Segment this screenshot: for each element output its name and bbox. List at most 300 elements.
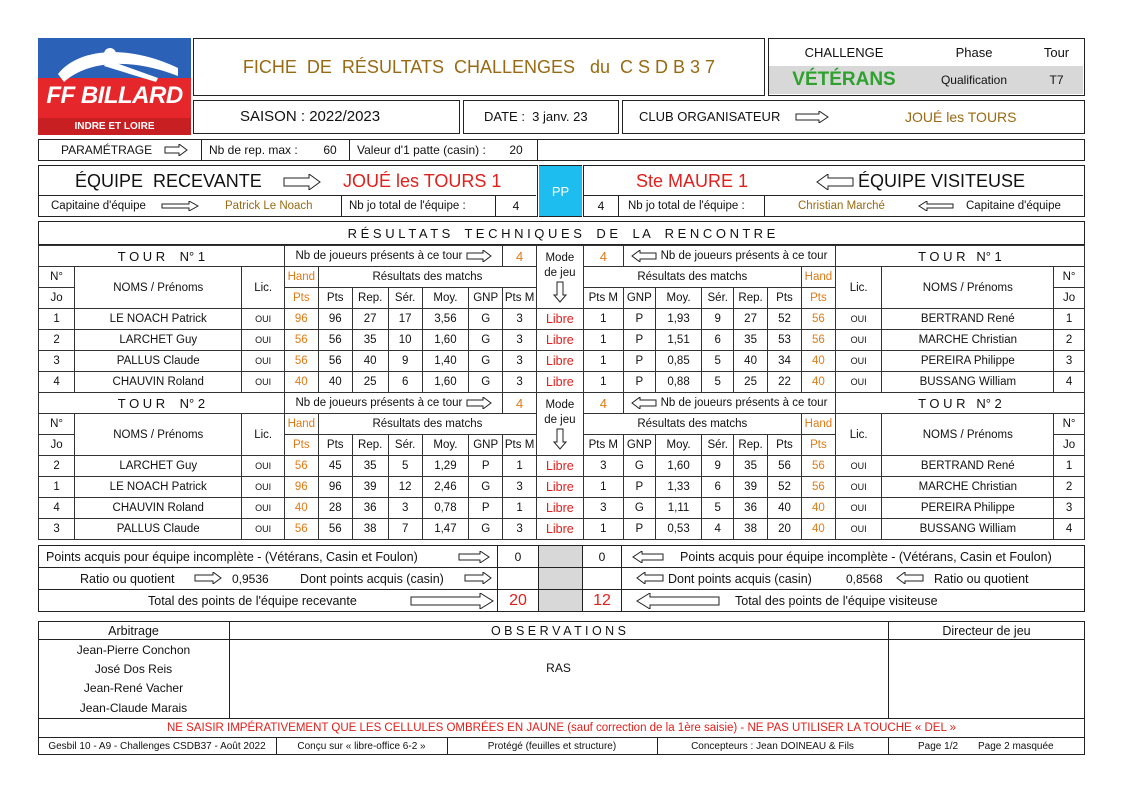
home-player-rep: 35 — [352, 456, 388, 477]
home-present-value: 4 — [503, 246, 537, 267]
away-player-name: BERTRAND René — [882, 456, 1054, 477]
arrow-left-icon — [631, 250, 657, 262]
table-row — [39, 351, 1085, 372]
away-present-value: 4 — [583, 393, 623, 414]
arrow-left-icon — [918, 201, 954, 211]
mode-label: Mode — [545, 399, 575, 411]
home-player-name: LE NOACH Patrick — [75, 477, 242, 498]
home-player-lic: OUI — [242, 498, 284, 519]
arrow-right-icon — [458, 551, 490, 563]
away-player-name: BERTRAND René — [882, 309, 1054, 330]
away-nbjo-value: 4 — [597, 199, 605, 213]
away-team-name: Ste MAURE 1 — [636, 170, 749, 191]
away-player-gnp: G — [623, 498, 655, 519]
results-title: R É S U L T A T S T E C H N I Q U E S D E L A R E N C O N T R E — [38, 221, 1085, 245]
home-casin-label: Dont points acquis (casin) — [300, 571, 444, 586]
col-ser: Sér. — [702, 288, 734, 309]
col-no: N° — [1054, 414, 1085, 435]
home-player-rep: 38 — [352, 519, 388, 540]
season-label: SAISON : — [240, 108, 306, 125]
away-player-rep: 35 — [734, 330, 768, 351]
away-player-hand: 56 — [801, 477, 835, 498]
away-player-pts: 52 — [768, 477, 802, 498]
away-present-label — [623, 246, 835, 267]
away-player-rep: 36 — [734, 498, 768, 519]
home-player-name: LARCHET Guy — [75, 330, 242, 351]
arrow-right-icon — [194, 572, 222, 584]
arbitre-name: José Dos Reis — [94, 661, 173, 676]
home-player-hand: 56 — [284, 519, 318, 540]
away-player-name: BUSSANG William — [882, 519, 1054, 540]
col-no: N° — [39, 414, 75, 435]
date-value: 3 janv. 23 — [532, 109, 588, 124]
away-player-pts: 56 — [768, 456, 802, 477]
game-mode: Libre — [537, 498, 584, 519]
home-player-no: 4 — [39, 498, 75, 519]
away-incomplete-value: 0 — [598, 549, 606, 564]
col-hand: Hand — [801, 414, 835, 435]
home-present-value: 4 — [503, 393, 537, 414]
tour-header-row — [39, 393, 1085, 414]
game-mode: Libre — [537, 477, 584, 498]
home-player-no: 1 — [39, 477, 75, 498]
home-player-ser: 10 — [388, 330, 422, 351]
table-row — [39, 309, 1085, 330]
home-present-label-text: Nb de joueurs présents à ce tour — [295, 250, 463, 263]
tour-title: T O U R N° 1 — [39, 246, 285, 267]
away-player-lic: OUI — [835, 477, 882, 498]
home-nbjo-value: 4 — [512, 199, 520, 213]
home-player-gnp: G — [469, 351, 503, 372]
col-hand-pts: Pts — [801, 288, 835, 309]
col-pts: Pts — [318, 435, 352, 456]
table-row — [39, 372, 1085, 393]
home-player-ptsm: 3 — [503, 519, 537, 540]
home-player-ptsm: 3 — [503, 351, 537, 372]
club-label: CLUB ORGANISATEUR — [639, 109, 781, 124]
home-player-moy: 1,47 — [422, 519, 469, 540]
away-player-ser: 5 — [702, 498, 734, 519]
arrow-right-icon — [161, 201, 199, 211]
directeur-label: Directeur de jeu — [942, 623, 1031, 638]
away-player-hand: 56 — [801, 456, 835, 477]
params-box — [38, 139, 1085, 161]
home-player-ptsm: 3 — [503, 330, 537, 351]
arbitre-name: Jean-René Vacher — [83, 680, 184, 695]
home-player-name: LE NOACH Patrick — [75, 309, 242, 330]
home-captain-label: Capitaine d'équipe — [51, 200, 146, 212]
home-player-moy: 1,29 — [422, 456, 469, 477]
col-ser: Sér. — [388, 288, 422, 309]
home-player-ser: 7 — [388, 519, 422, 540]
away-player-lic: OUI — [835, 372, 882, 393]
away-player-lic: OUI — [835, 498, 882, 519]
col-moy: Moy. — [655, 435, 702, 456]
col-noms: NOMS / Prénoms — [75, 267, 242, 309]
observations-text: RAS — [546, 661, 571, 675]
club-value: JOUÉ les TOURS — [905, 108, 1017, 125]
arrow-left-icon — [896, 572, 924, 584]
game-mode: Libre — [537, 351, 584, 372]
table-row — [39, 519, 1085, 540]
home-player-ptsm: 1 — [503, 456, 537, 477]
col-no: N° — [1054, 267, 1085, 288]
away-player-rep: 40 — [734, 351, 768, 372]
away-captain-value: Christian Marché — [798, 200, 885, 212]
home-team-name: JOUÉ les TOURS 1 — [343, 170, 502, 191]
away-player-rep: 38 — [734, 519, 768, 540]
tour-title-right: T O U R N° 2 — [835, 393, 1084, 414]
away-player-moy: 0,85 — [655, 351, 702, 372]
home-player-gnp: G — [469, 309, 503, 330]
footer-protection: Protégé (feuilles et structure) — [487, 741, 617, 752]
home-player-ser: 6 — [388, 372, 422, 393]
away-player-rep: 25 — [734, 372, 768, 393]
away-player-ser: 5 — [702, 372, 734, 393]
home-player-ser: 3 — [388, 498, 422, 519]
game-mode: Libre — [537, 519, 584, 540]
away-player-ser: 9 — [702, 456, 734, 477]
club-box — [622, 100, 1085, 134]
home-player-hand: 96 — [284, 477, 318, 498]
col-hand: Hand — [801, 267, 835, 288]
away-player-name: MARCHE Christian — [882, 330, 1054, 351]
home-player-gnp: P — [469, 498, 503, 519]
home-present-label — [284, 246, 502, 267]
home-team-box — [38, 165, 538, 217]
away-total-label: Total des points de l'équipe visiteuse — [735, 593, 938, 608]
home-player-hand: 96 — [284, 309, 318, 330]
home-player-pts: 56 — [318, 351, 352, 372]
away-player-pts: 52 — [768, 309, 802, 330]
away-player-no: 3 — [1054, 351, 1085, 372]
home-player-gnp: G — [469, 372, 503, 393]
col-resultats: Résultats des matchs — [583, 267, 801, 288]
col-ptsm: Pts M — [583, 435, 623, 456]
away-present-label-text: Nb de joueurs présents à ce tour — [660, 250, 828, 263]
home-ratio-value: 0,9536 — [232, 571, 269, 586]
col-noms: NOMS / Prénoms — [882, 267, 1054, 309]
home-player-hand: 56 — [284, 330, 318, 351]
arrow-right-icon — [466, 397, 492, 409]
away-player-ptsm: 1 — [583, 372, 623, 393]
away-player-no: 2 — [1054, 477, 1085, 498]
col-no: N° — [39, 267, 75, 288]
home-player-no: 2 — [39, 456, 75, 477]
away-player-gnp: P — [623, 309, 655, 330]
col-resultats: Résultats des matchs — [583, 414, 801, 435]
arrow-left-icon — [636, 572, 664, 584]
away-player-name: MARCHE Christian — [882, 477, 1054, 498]
away-player-gnp: P — [623, 477, 655, 498]
footer-authors: Concepteurs : Jean DOINEAU & Fils — [691, 741, 854, 752]
logo-sub-text: INDRE ET LOIRE — [74, 121, 155, 132]
col-resultats: Résultats des matchs — [318, 414, 536, 435]
home-player-no: 1 — [39, 309, 75, 330]
arrow-right-icon — [410, 593, 494, 609]
home-player-ser: 12 — [388, 477, 422, 498]
home-player-gnp: P — [469, 456, 503, 477]
game-mode: Libre — [537, 456, 584, 477]
home-player-gnp: G — [469, 330, 503, 351]
arbitre-name: Jean-Claude Marais — [79, 700, 188, 715]
home-player-ptsm: 3 — [503, 309, 537, 330]
away-total-value: 12 — [593, 591, 611, 609]
away-present-label-text: Nb de joueurs présents à ce tour — [660, 397, 828, 410]
table-row — [39, 456, 1085, 477]
home-player-rep: 36 — [352, 498, 388, 519]
patte-value: 20 — [509, 142, 523, 157]
away-incomplete-label: Points acquis pour équipe incomplète - (Vétérans, Casin et Foulon) — [680, 549, 1052, 564]
away-player-pts: 22 — [768, 372, 802, 393]
away-player-ptsm: 1 — [583, 351, 623, 372]
home-player-lic: OUI — [242, 351, 284, 372]
home-team-label: ÉQUIPE RECEVANTE — [75, 170, 262, 191]
warning-text: NE SAISIR IMPÉRATIVEMENT QUE LES CELLULES OMBRÉES EN JAUNE (sauf correction de la 1ère saisie) - NE PAS UTILISER LA TOUCHE « DEL » — [166, 722, 957, 734]
away-player-name: BUSSANG William — [882, 372, 1054, 393]
footer-page: Page 1/2 — [918, 741, 959, 752]
home-player-lic: OUI — [242, 519, 284, 540]
col-moy: Moy. — [422, 288, 469, 309]
away-player-lic: OUI — [835, 351, 882, 372]
away-player-pts: 40 — [768, 498, 802, 519]
col-lic: Lic. — [835, 414, 882, 456]
col-jo: Jo — [39, 288, 75, 309]
away-player-ser: 4 — [702, 519, 734, 540]
away-player-no: 2 — [1054, 330, 1085, 351]
away-player-moy: 1,93 — [655, 309, 702, 330]
away-player-no: 1 — [1054, 309, 1085, 330]
home-player-pts: 45 — [318, 456, 352, 477]
mode-label: Mode — [545, 252, 575, 264]
arbitre-name: Jean-Pierre Conchon — [76, 642, 191, 657]
col-pts: Pts — [768, 288, 802, 309]
game-mode: Libre — [537, 372, 584, 393]
away-player-pts: 20 — [768, 519, 802, 540]
home-player-gnp: G — [469, 477, 503, 498]
footer-conception: Conçu sur « libre-office 6-2 » — [297, 741, 426, 752]
table-row — [39, 477, 1085, 498]
home-player-rep: 25 — [352, 372, 388, 393]
season-value: 2022/2023 — [309, 108, 381, 125]
home-incomplete-value: 0 — [514, 549, 522, 564]
col-gnp: GNP — [623, 435, 655, 456]
home-player-lic: OUI — [242, 330, 284, 351]
away-team-box — [583, 165, 1085, 217]
tour-title-right: T O U R N° 1 — [835, 246, 1084, 267]
away-player-ptsm: 3 — [583, 456, 623, 477]
home-player-moy: 3,56 — [422, 309, 469, 330]
arrow-left-icon — [636, 593, 720, 609]
col-jo: Jo — [1054, 288, 1085, 309]
table-row — [39, 498, 1085, 519]
home-total-label: Total des points de l'équipe recevante — [148, 593, 357, 608]
away-player-gnp: P — [623, 330, 655, 351]
col-hand-pts: Pts — [284, 288, 318, 309]
away-player-ser: 5 — [702, 351, 734, 372]
away-player-lic: OUI — [835, 330, 882, 351]
away-casin-label: Dont points acquis (casin) — [668, 571, 812, 586]
home-player-ser: 5 — [388, 456, 422, 477]
col-gnp: GNP — [623, 288, 655, 309]
away-player-hand: 56 — [801, 330, 835, 351]
home-player-gnp: G — [469, 519, 503, 540]
away-present-value: 4 — [583, 246, 623, 267]
col-jo: Jo — [1054, 435, 1085, 456]
rep-max-value: 60 — [323, 142, 337, 157]
home-player-ser: 17 — [388, 309, 422, 330]
params-label: PARAMÉTRAGE — [61, 142, 153, 157]
arrow-left-icon — [631, 397, 657, 409]
col-pts: Pts — [768, 435, 802, 456]
col-noms: NOMS / Prénoms — [75, 414, 242, 456]
home-player-ptsm: 3 — [503, 372, 537, 393]
arbitrage-label: Arbitrage — [108, 623, 159, 638]
home-total-value: 20 — [509, 591, 527, 609]
arrow-down-icon — [553, 281, 567, 303]
col-jo: Jo — [39, 435, 75, 456]
col-hand: Hand — [284, 414, 318, 435]
home-incomplete-label: Points acquis pour équipe incomplète - (Vétérans, Casin et Foulon) — [46, 549, 418, 564]
away-team-label: ÉQUIPE VISITEUSE — [858, 170, 1026, 191]
away-player-ptsm: 3 — [583, 498, 623, 519]
away-player-name: PEREIRA Philippe — [882, 498, 1054, 519]
mode-header — [537, 246, 584, 309]
logo-main-text: FF BILLARD — [46, 82, 183, 109]
game-mode: Libre — [537, 330, 584, 351]
home-player-pts: 28 — [318, 498, 352, 519]
away-player-gnp: P — [623, 351, 655, 372]
away-player-rep: 27 — [734, 309, 768, 330]
away-ratio-value: 0,8568 — [846, 571, 883, 586]
col-lic: Lic. — [242, 414, 284, 456]
tour-title: T O U R N° 2 — [39, 393, 285, 414]
challenge-box — [768, 38, 1085, 96]
col-ser: Sér. — [702, 435, 734, 456]
home-player-hand: 40 — [284, 498, 318, 519]
col-lic: Lic. — [242, 267, 284, 309]
col-ptsm: Pts M — [503, 288, 537, 309]
page-title: FICHE DE RÉSULTATS CHALLENGES du C S D B 3 7 — [193, 38, 765, 96]
home-player-rep: 39 — [352, 477, 388, 498]
col-lic: Lic. — [835, 267, 882, 309]
phase-label: Phase — [955, 44, 993, 60]
col-ptsm: Pts M — [583, 288, 623, 309]
away-player-gnp: G — [623, 456, 655, 477]
away-captain-label: Capitaine d'équipe — [966, 200, 1061, 212]
col-moy: Moy. — [655, 288, 702, 309]
home-player-pts: 56 — [318, 330, 352, 351]
arrow-down-icon — [553, 428, 567, 450]
arrow-right-icon — [164, 144, 188, 156]
tour-header-row — [39, 246, 1085, 267]
away-player-ptsm: 1 — [583, 519, 623, 540]
away-player-rep: 39 — [734, 477, 768, 498]
home-player-no: 2 — [39, 330, 75, 351]
away-player-gnp: P — [623, 372, 655, 393]
date-box — [463, 100, 619, 134]
home-ratio-label: Ratio ou quotient — [80, 571, 175, 586]
home-player-name: PALLUS Claude — [75, 351, 242, 372]
rep-max-label: Nb de rep. max : — [209, 142, 298, 157]
pp-badge: PP — [539, 165, 582, 217]
tour-label: Tour — [1043, 44, 1070, 60]
col-noms: NOMS / Prénoms — [882, 414, 1054, 456]
away-player-ser: 6 — [702, 330, 734, 351]
date-label: DATE : — [484, 109, 525, 124]
home-player-pts: 96 — [318, 477, 352, 498]
away-player-no: 3 — [1054, 498, 1085, 519]
col-rep: Rep. — [352, 288, 388, 309]
arrow-right-icon — [283, 174, 321, 190]
arrow-left-icon — [816, 174, 854, 190]
away-player-lic: OUI — [835, 456, 882, 477]
home-player-name: CHAUVIN Roland — [75, 498, 242, 519]
away-player-no: 4 — [1054, 372, 1085, 393]
away-nbjo-label: Nb jo total de l'équipe : — [628, 200, 745, 212]
home-player-lic: OUI — [242, 309, 284, 330]
away-player-ptsm: 1 — [583, 330, 623, 351]
col-rep: Rep. — [352, 435, 388, 456]
home-player-lic: OUI — [242, 372, 284, 393]
arrow-left-icon — [632, 551, 664, 563]
col-hand-pts: Pts — [284, 435, 318, 456]
home-player-name: CHAUVIN Roland — [75, 372, 242, 393]
home-player-name: LARCHET Guy — [75, 456, 242, 477]
col-ser: Sér. — [388, 435, 422, 456]
away-player-moy: 1,33 — [655, 477, 702, 498]
away-player-moy: 1,51 — [655, 330, 702, 351]
away-player-rep: 35 — [734, 456, 768, 477]
arrow-right-icon — [466, 250, 492, 262]
col-hand-pts: Pts — [801, 435, 835, 456]
col-hand: Hand — [284, 267, 318, 288]
home-player-moy: 1,60 — [422, 372, 469, 393]
home-player-no: 3 — [39, 519, 75, 540]
away-player-moy: 1,11 — [655, 498, 702, 519]
away-player-hand: 40 — [801, 498, 835, 519]
footer-hidden-page: Page 2 masquée — [978, 741, 1054, 752]
totals-mode-spacer — [538, 546, 582, 611]
mode-header — [537, 393, 584, 456]
observations-label: O B S E R V A T I O N S — [490, 623, 626, 638]
home-player-pts: 56 — [318, 519, 352, 540]
away-present-label — [623, 393, 835, 414]
col-moy: Moy. — [422, 435, 469, 456]
col-rep: Rep. — [734, 288, 768, 309]
away-ratio-label: Ratio ou quotient — [934, 571, 1029, 586]
away-player-no: 1 — [1054, 456, 1085, 477]
home-player-lic: OUI — [242, 477, 284, 498]
away-player-moy: 0,88 — [655, 372, 702, 393]
col-gnp: GNP — [469, 435, 503, 456]
home-player-moy: 1,60 — [422, 330, 469, 351]
home-player-hand: 40 — [284, 372, 318, 393]
home-player-ser: 9 — [388, 351, 422, 372]
dejeu-label: de jeu — [544, 267, 576, 279]
home-player-rep: 40 — [352, 351, 388, 372]
footer-version: Gesbil 10 - A9 - Challenges CSDB37 - Août 2022 — [48, 741, 266, 752]
home-player-moy: 1,40 — [422, 351, 469, 372]
phase-value: Qualification — [940, 73, 1008, 87]
home-player-moy: 0,78 — [422, 498, 469, 519]
season-box — [193, 100, 460, 134]
away-player-gnp: P — [623, 519, 655, 540]
home-player-moy: 2,46 — [422, 477, 469, 498]
home-present-label — [284, 393, 502, 414]
home-player-no: 4 — [39, 372, 75, 393]
away-player-moy: 1,60 — [655, 456, 702, 477]
